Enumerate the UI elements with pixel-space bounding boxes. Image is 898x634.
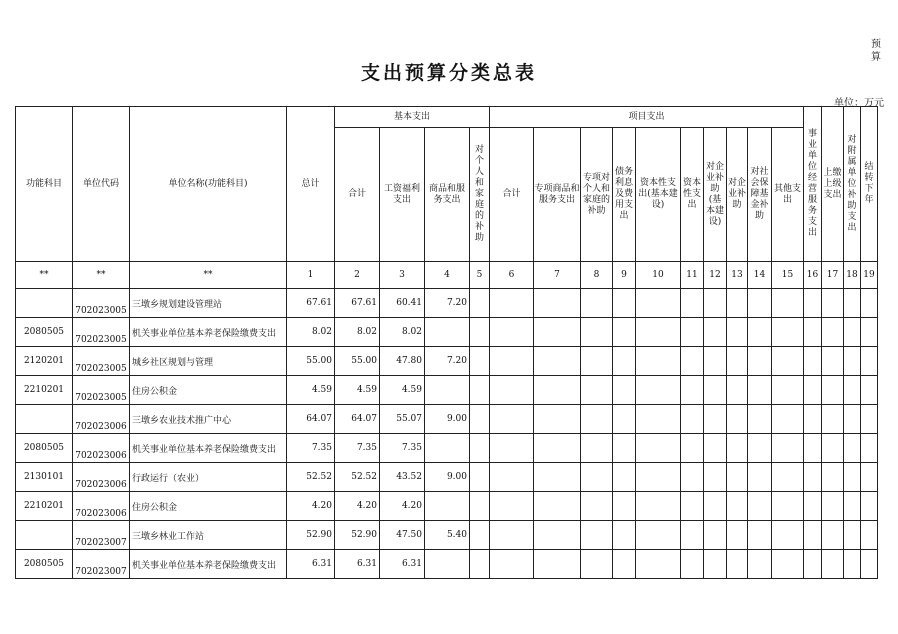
total-cell: 64.07 — [287, 405, 335, 434]
unit-name-cell: 三墩乡农业技术推广中心 — [130, 405, 287, 434]
func-code-cell: 2080505 — [16, 434, 73, 463]
wage-cell: 55.07 — [380, 405, 425, 434]
empty-cell — [727, 347, 748, 376]
header-unit-name: 单位名称(功能科目) — [130, 107, 287, 262]
empty-cell — [772, 405, 804, 434]
empty-cell — [613, 463, 636, 492]
wage-cell: 60.41 — [380, 289, 425, 318]
goods-cell: 9.00 — [425, 405, 470, 434]
empty-cell — [681, 492, 704, 521]
empty-cell — [613, 347, 636, 376]
basic-total-cell: 4.20 — [335, 492, 380, 521]
total-cell: 8.02 — [287, 318, 335, 347]
empty-cell — [534, 434, 581, 463]
empty-cell — [636, 376, 681, 405]
empty-cell — [534, 289, 581, 318]
empty-cell — [534, 492, 581, 521]
empty-cell — [804, 405, 822, 434]
empty-cell — [822, 434, 844, 463]
empty-cell — [861, 550, 878, 579]
empty-cell — [534, 550, 581, 579]
empty-cell — [636, 463, 681, 492]
empty-cell — [727, 289, 748, 318]
index-cell: 13 — [727, 262, 748, 289]
header-personal-family: 对个人和家庭的补助 — [470, 128, 490, 262]
empty-cell — [704, 550, 727, 579]
wage-cell: 43.52 — [380, 463, 425, 492]
header-unit-code: 单位代码 — [73, 107, 130, 262]
empty-cell — [490, 347, 534, 376]
empty-cell — [681, 463, 704, 492]
empty-cell — [490, 521, 534, 550]
empty-cell — [822, 347, 844, 376]
empty-cell — [681, 550, 704, 579]
index-cell: 8 — [581, 262, 613, 289]
empty-cell — [804, 521, 822, 550]
empty-cell — [727, 318, 748, 347]
empty-cell — [844, 550, 861, 579]
empty-cell — [844, 347, 861, 376]
empty-cell — [844, 492, 861, 521]
empty-cell — [822, 405, 844, 434]
corner-label: 预算 — [871, 39, 881, 63]
empty-cell — [613, 492, 636, 521]
empty-cell — [470, 492, 490, 521]
wage-cell: 8.02 — [380, 318, 425, 347]
header-debt-interest: 债务利息及费用支出 — [613, 128, 636, 262]
empty-cell — [844, 463, 861, 492]
empty-cell — [613, 550, 636, 579]
unit-name-cell: 机关事业单位基本养老保险缴费支出 — [130, 434, 287, 463]
goods-cell — [425, 318, 470, 347]
empty-cell — [470, 289, 490, 318]
index-cell: 5 — [470, 262, 490, 289]
header-enterprise-construction: 对企业补助(基本建设) — [704, 128, 727, 262]
index-cell: 18 — [844, 262, 861, 289]
empty-cell — [822, 550, 844, 579]
table-row — [16, 550, 878, 579]
empty-cell — [861, 492, 878, 521]
goods-cell — [425, 550, 470, 579]
empty-cell — [470, 347, 490, 376]
empty-cell — [772, 376, 804, 405]
goods-cell — [425, 434, 470, 463]
index-cell: 4 — [425, 262, 470, 289]
empty-cell — [861, 521, 878, 550]
header-upper: 上缴上级支出 — [822, 107, 844, 262]
unit-name-cell: 住房公积金 — [130, 492, 287, 521]
index-row — [16, 262, 878, 289]
empty-cell — [581, 318, 613, 347]
empty-cell — [844, 405, 861, 434]
basic-total-cell: 8.02 — [335, 318, 380, 347]
header-operating: 事业单位经营服务支出 — [804, 107, 822, 262]
empty-cell — [727, 521, 748, 550]
empty-cell — [470, 463, 490, 492]
empty-cell — [613, 289, 636, 318]
empty-cell — [822, 376, 844, 405]
goods-cell: 7.20 — [425, 347, 470, 376]
empty-cell — [748, 347, 772, 376]
empty-cell — [470, 376, 490, 405]
empty-cell — [681, 434, 704, 463]
empty-cell — [613, 376, 636, 405]
index-cell: 17 — [822, 262, 844, 289]
wage-cell: 47.80 — [380, 347, 425, 376]
empty-cell — [581, 492, 613, 521]
empty-cell — [822, 318, 844, 347]
header-basic-total: 合计 — [335, 128, 380, 262]
empty-cell — [490, 492, 534, 521]
empty-cell — [727, 376, 748, 405]
empty-cell — [490, 434, 534, 463]
index-cell: 11 — [681, 262, 704, 289]
header-capital: 资本性支出 — [681, 128, 704, 262]
empty-cell — [681, 318, 704, 347]
empty-cell — [681, 405, 704, 434]
index-cell: ** — [73, 262, 130, 289]
header-enterprise: 对企业补助 — [727, 128, 748, 262]
empty-cell — [636, 318, 681, 347]
basic-total-cell: 52.52 — [335, 463, 380, 492]
index-cell: 19 — [861, 262, 878, 289]
header-other: 其他支出 — [772, 128, 804, 262]
empty-cell — [704, 318, 727, 347]
empty-cell — [748, 405, 772, 434]
budget-table — [15, 106, 878, 579]
header-goods: 商品和服务支出 — [425, 128, 470, 262]
empty-cell — [581, 289, 613, 318]
empty-cell — [804, 318, 822, 347]
empty-cell — [581, 405, 613, 434]
empty-cell — [822, 463, 844, 492]
empty-cell — [804, 492, 822, 521]
func-code-cell — [16, 405, 73, 434]
empty-cell — [704, 463, 727, 492]
empty-cell — [613, 434, 636, 463]
index-cell: 7 — [534, 262, 581, 289]
empty-cell — [822, 289, 844, 318]
unit-code-cell: 702023006 — [73, 492, 130, 521]
empty-cell — [704, 434, 727, 463]
empty-cell — [727, 550, 748, 579]
empty-cell — [534, 521, 581, 550]
index-cell: ** — [130, 262, 287, 289]
empty-cell — [772, 318, 804, 347]
empty-cell — [748, 289, 772, 318]
func-code-cell: 2080505 — [16, 318, 73, 347]
unit-code-cell: 702023005 — [73, 347, 130, 376]
empty-cell — [490, 405, 534, 434]
total-cell: 6.31 — [287, 550, 335, 579]
empty-cell — [861, 376, 878, 405]
empty-cell — [613, 521, 636, 550]
empty-cell — [861, 318, 878, 347]
empty-cell — [772, 492, 804, 521]
wage-cell: 4.59 — [380, 376, 425, 405]
empty-cell — [581, 376, 613, 405]
empty-cell — [804, 376, 822, 405]
empty-cell — [861, 405, 878, 434]
header-total: 总计 — [287, 107, 335, 262]
goods-cell: 7.20 — [425, 289, 470, 318]
total-cell: 67.61 — [287, 289, 335, 318]
empty-cell — [636, 347, 681, 376]
unit-code-cell: 702023005 — [73, 289, 130, 318]
table-row — [16, 492, 878, 521]
header-wage: 工资福利支出 — [380, 128, 425, 262]
index-cell: ** — [16, 262, 73, 289]
empty-cell — [490, 550, 534, 579]
empty-cell — [772, 347, 804, 376]
empty-cell — [470, 405, 490, 434]
func-code-cell: 2130101 — [16, 463, 73, 492]
index-cell: 15 — [772, 262, 804, 289]
unit-name-cell: 行政运行（农业） — [130, 463, 287, 492]
empty-cell — [490, 376, 534, 405]
unit-label: 单位：万元 — [834, 98, 884, 109]
basic-total-cell: 7.35 — [335, 434, 380, 463]
wage-cell: 6.31 — [380, 550, 425, 579]
empty-cell — [844, 289, 861, 318]
table-row — [16, 463, 878, 492]
table-row — [16, 318, 878, 347]
empty-cell — [490, 463, 534, 492]
wage-cell: 7.35 — [380, 434, 425, 463]
page-title: 支出预算分类总表 — [360, 62, 537, 84]
empty-cell — [704, 347, 727, 376]
empty-cell — [844, 376, 861, 405]
empty-cell — [490, 318, 534, 347]
table-row — [16, 434, 878, 463]
empty-cell — [772, 463, 804, 492]
empty-cell — [636, 289, 681, 318]
func-code-cell — [16, 289, 73, 318]
empty-cell — [861, 289, 878, 318]
unit-code-cell: 702023007 — [73, 521, 130, 550]
goods-cell — [425, 492, 470, 521]
index-cell: 16 — [804, 262, 822, 289]
unit-code-cell: 702023006 — [73, 463, 130, 492]
empty-cell — [844, 318, 861, 347]
empty-cell — [470, 521, 490, 550]
basic-total-cell: 55.00 — [335, 347, 380, 376]
index-cell: 14 — [748, 262, 772, 289]
empty-cell — [613, 318, 636, 347]
unit-code-cell: 702023006 — [73, 434, 130, 463]
empty-cell — [490, 289, 534, 318]
empty-cell — [748, 318, 772, 347]
total-cell: 52.52 — [287, 463, 335, 492]
empty-cell — [727, 463, 748, 492]
empty-cell — [681, 289, 704, 318]
goods-cell: 9.00 — [425, 463, 470, 492]
empty-cell — [581, 434, 613, 463]
empty-cell — [636, 434, 681, 463]
index-cell: 1 — [287, 262, 335, 289]
index-cell: 2 — [335, 262, 380, 289]
empty-cell — [804, 434, 822, 463]
header-capital-construction: 资本性支出(基本建设) — [636, 128, 681, 262]
index-cell: 3 — [380, 262, 425, 289]
empty-cell — [581, 347, 613, 376]
empty-cell — [772, 550, 804, 579]
empty-cell — [748, 376, 772, 405]
empty-cell — [704, 405, 727, 434]
empty-cell — [822, 521, 844, 550]
empty-cell — [748, 492, 772, 521]
empty-cell — [534, 376, 581, 405]
total-cell: 4.20 — [287, 492, 335, 521]
empty-cell — [727, 405, 748, 434]
empty-cell — [804, 463, 822, 492]
empty-cell — [581, 550, 613, 579]
empty-cell — [636, 492, 681, 521]
total-cell: 7.35 — [287, 434, 335, 463]
func-code-cell: 2080505 — [16, 550, 73, 579]
table-row — [16, 405, 878, 434]
header-special-personal: 专项对个人和家庭的补助 — [581, 128, 613, 262]
empty-cell — [681, 347, 704, 376]
wage-cell: 47.50 — [380, 521, 425, 550]
empty-cell — [748, 434, 772, 463]
empty-cell — [470, 434, 490, 463]
empty-cell — [681, 376, 704, 405]
empty-cell — [704, 521, 727, 550]
func-code-cell — [16, 521, 73, 550]
empty-cell — [844, 521, 861, 550]
empty-cell — [748, 463, 772, 492]
index-cell: 6 — [490, 262, 534, 289]
basic-total-cell: 67.61 — [335, 289, 380, 318]
empty-cell — [470, 318, 490, 347]
empty-cell — [704, 492, 727, 521]
index-cell: 9 — [613, 262, 636, 289]
basic-total-cell: 4.59 — [335, 376, 380, 405]
func-code-cell: 2210201 — [16, 492, 73, 521]
unit-name-cell: 机关事业单位基本养老保险缴费支出 — [130, 318, 287, 347]
header-carryover: 结转下年 — [861, 107, 878, 262]
empty-cell — [861, 347, 878, 376]
header-project-total: 合计 — [490, 128, 534, 262]
empty-cell — [636, 550, 681, 579]
empty-cell — [727, 492, 748, 521]
index-cell: 10 — [636, 262, 681, 289]
empty-cell — [636, 521, 681, 550]
total-cell: 4.59 — [287, 376, 335, 405]
unit-code-cell: 702023005 — [73, 318, 130, 347]
empty-cell — [772, 521, 804, 550]
empty-cell — [804, 550, 822, 579]
empty-cell — [748, 550, 772, 579]
header-subsidiary: 对附属单位补助支出 — [844, 107, 861, 262]
empty-cell — [636, 405, 681, 434]
empty-cell — [534, 318, 581, 347]
empty-cell — [581, 521, 613, 550]
empty-cell — [581, 463, 613, 492]
unit-code-cell: 702023005 — [73, 376, 130, 405]
basic-total-cell: 64.07 — [335, 405, 380, 434]
empty-cell — [804, 289, 822, 318]
empty-cell — [748, 521, 772, 550]
empty-cell — [534, 463, 581, 492]
table-row — [16, 347, 878, 376]
header-func-code: 功能科目 — [16, 107, 73, 262]
empty-cell — [534, 405, 581, 434]
empty-cell — [804, 347, 822, 376]
table-row — [16, 376, 878, 405]
empty-cell — [704, 289, 727, 318]
empty-cell — [704, 376, 727, 405]
table-row — [16, 521, 878, 550]
unit-code-cell: 702023007 — [73, 550, 130, 579]
unit-name-cell: 城乡社区规划与管理 — [130, 347, 287, 376]
goods-cell: 5.40 — [425, 521, 470, 550]
empty-cell — [844, 434, 861, 463]
empty-cell — [727, 434, 748, 463]
goods-cell — [425, 376, 470, 405]
unit-name-cell: 三墩乡林业工作站 — [130, 521, 287, 550]
empty-cell — [861, 463, 878, 492]
total-cell: 55.00 — [287, 347, 335, 376]
empty-cell — [470, 550, 490, 579]
index-cell: 12 — [704, 262, 727, 289]
empty-cell — [861, 434, 878, 463]
header-social-security: 对社会保障基金补助 — [748, 128, 772, 262]
basic-total-cell: 52.90 — [335, 521, 380, 550]
unit-code-cell: 702023006 — [73, 405, 130, 434]
unit-name-cell: 住房公积金 — [130, 376, 287, 405]
empty-cell — [772, 434, 804, 463]
total-cell: 52.90 — [287, 521, 335, 550]
header-special-goods: 专项商品和服务支出 — [534, 128, 581, 262]
unit-name-cell: 机关事业单位基本养老保险缴费支出 — [130, 550, 287, 579]
table-body — [16, 289, 878, 579]
header-project: 项目支出 — [490, 107, 804, 128]
table-row — [16, 289, 878, 318]
wage-cell: 4.20 — [380, 492, 425, 521]
empty-cell — [534, 347, 581, 376]
func-code-cell: 2210201 — [16, 376, 73, 405]
unit-name-cell: 三墩乡规划建设管理站 — [130, 289, 287, 318]
header-basic: 基本支出 — [335, 107, 490, 128]
empty-cell — [681, 521, 704, 550]
empty-cell — [822, 492, 844, 521]
empty-cell — [613, 405, 636, 434]
func-code-cell: 2120201 — [16, 347, 73, 376]
empty-cell — [772, 289, 804, 318]
basic-total-cell: 6.31 — [335, 550, 380, 579]
